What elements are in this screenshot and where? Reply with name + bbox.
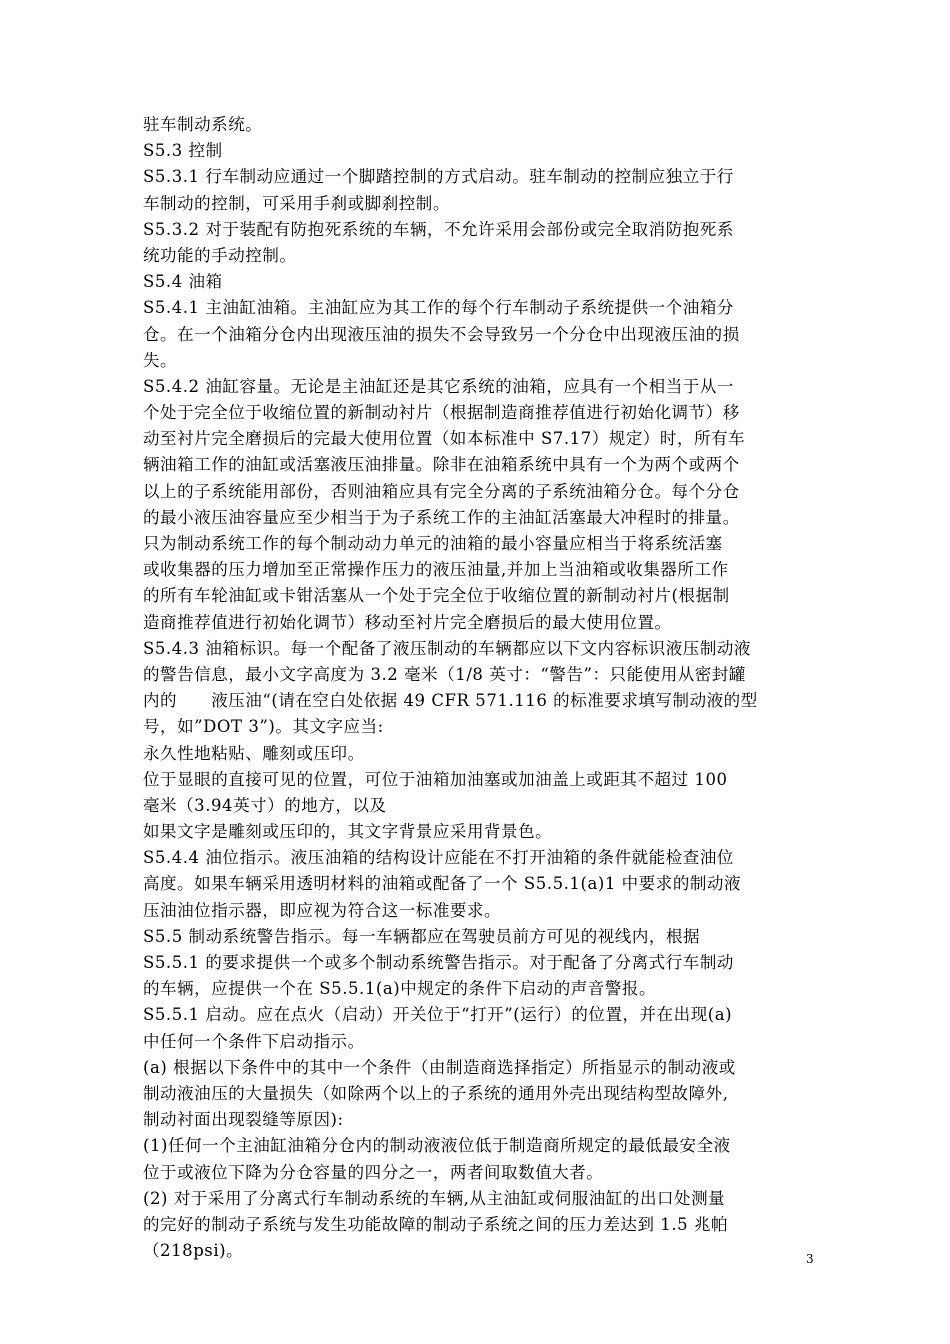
- text-line: 位于显眼的直接可见的位置，可位于油箱加油塞或加油盖上或距其不超过 100: [143, 769, 728, 789]
- text-line: (1)任何一个主油缸油箱分仓内的制动液液位低于制造商所规定的最低最安全液: [143, 1136, 731, 1156]
- text-line: S5.5.1 启动。应在点火（启动）开关位于“打开”(运行）的位置，并在出现(a): [143, 1005, 733, 1025]
- text-line: 的所有车轮油缸或卡钳活塞从一个处于完全位于收缩位置的新制动衬片(根据制: [143, 586, 730, 606]
- text-line: 失。: [143, 350, 178, 370]
- text-line: S5.4.4 油位指示。液压油箱的结构设计应能在不打开油箱的条件就能检查油位: [143, 848, 734, 868]
- text-line: 内的 液压油“(请在空白处依据 49 CFR 571.116 的标准要求填写制动液的型: [143, 691, 758, 711]
- section-heading: S5.3 控制: [143, 141, 223, 161]
- text-line: (2) 对于采用了分离式行车制动系统的车辆,从主油缸或伺服油缸的出口处测量: [143, 1188, 726, 1208]
- text-line: 高度。如果车辆采用透明材料的油箱或配备了一个 S5.5.1(a)1 中要求的制动液: [143, 874, 742, 894]
- text-line: 的完好的制动子系统与发生功能故障的制动子系统之间的压力差达到 1.5 兆帕: [143, 1214, 729, 1234]
- text-line: 毫米（3.94英寸）的地方，以及: [143, 795, 387, 815]
- text-line: 驻车制动系统。: [143, 115, 263, 134]
- text-line: 以上的子系统能用部份，否则油箱应具有完全分离的子系统油箱分仓。每个分仓: [143, 481, 740, 501]
- text-line: 制动液油压的大量损失（如除两个以上的子系统的通用外壳出现结构型故障外,: [143, 1083, 729, 1103]
- text-line: 号，如”DOT 3”)。其文字应当:: [143, 717, 384, 737]
- text-line: S5.5.1 的要求提供一个或多个制动系统警告指示。对于配备了分离式行车制动: [143, 953, 734, 972]
- text-line: S5.4.3 油箱标识。每一个配备了液压制动的车辆都应以下文内容标识液压制动液: [143, 638, 751, 658]
- text-line: S5.4.1 主油缸油箱。主油缸应为其工作的每个行车制动子系统提供一个油箱分: [143, 298, 734, 318]
- text-line: 中任何一个条件下启动指示。: [143, 1031, 365, 1051]
- body-text: [143, 112, 813, 1264]
- text-line: 个处于完全位于收缩位置的新制动衬片（根据制造商推荐值进行初始化调节）移: [143, 403, 740, 423]
- text-line: (a) 根据以下条件中的其中一个条件（由制造商选择指定）所指显示的制动液或: [143, 1057, 736, 1077]
- text-line: 压油油位指示器，即应视为符合这一标准要求。: [143, 900, 502, 920]
- text-line: 如果文字是雕刻或压印的，其文字背景应采用背景色。: [143, 822, 553, 842]
- text-line: 仓。在一个油箱分仓内出现液压油的损失不会导致另一个分仓中出现液压油的损: [143, 324, 740, 344]
- text-line: 的车辆，应提供一个在 S5.5.1(a)中规定的条件下启动的声音警报。: [143, 979, 656, 999]
- section-heading: S5.4 油箱: [143, 272, 223, 292]
- text-line: 位于或液位下降为分仓容量的四分之一，两者间取数值大者。: [143, 1162, 604, 1182]
- text-line: 辆油箱工作的油缸或活塞液压油排量。除非在油箱系统中具有一个为两个或两个: [143, 455, 740, 475]
- text-line: 造商推荐值进行初始化调节）移动至衬片完全磨损后的最大使用位置。: [143, 612, 672, 632]
- text-line: 的最小液压油容量应至少相当于为子系统工作的主油缸活塞最大冲程时的排量。: [143, 507, 740, 527]
- text-line: （218psi)。: [143, 1241, 244, 1261]
- text-line: 统功能的手动控制。: [143, 245, 297, 265]
- page-number: 3: [806, 1252, 814, 1266]
- text-line: 动至衬片完全磨损后的完最大使用位置（如本标准中 S7.17）规定）时，所有车: [143, 429, 746, 449]
- text-line: 只为制动系统工作的每个制动动力单元的油箱的最小容量应相当于将系统活塞: [143, 534, 723, 553]
- text-line: S5.3.1 行车制动应通过一个脚踏控制的方式启动。驻车制动的控制应独立于行: [143, 167, 734, 187]
- text-line: 或收集器的压力增加至正常操作压力的液压油量,并加上当油箱或收集器所工作: [143, 560, 729, 580]
- text-line: 永久性地粘贴、雕刻或压印。: [143, 743, 365, 763]
- text-line: S5.5 制动系统警告指示。每一车辆都应在驾驶员前方可见的视线内，根据: [143, 926, 701, 946]
- text-line: 制动衬面出现裂缝等原因):: [143, 1110, 344, 1130]
- text-line: S5.3.2 对于装配有防抱死系统的车辆，不允许采用会部份或完全取消防抱死系: [143, 219, 734, 239]
- text-line: 车制动的控制，可采用手刹或脚刹控制。: [143, 193, 450, 213]
- text-line: S5.4.2 油缸容量。无论是主油缸还是其它系统的油箱，应具有一个相当于从一: [143, 376, 734, 396]
- text-line: 的警告信息，最小文字高度为 3.2 毫米（1/8 英寸：“警告”：只能使用从密封罐: [143, 664, 746, 684]
